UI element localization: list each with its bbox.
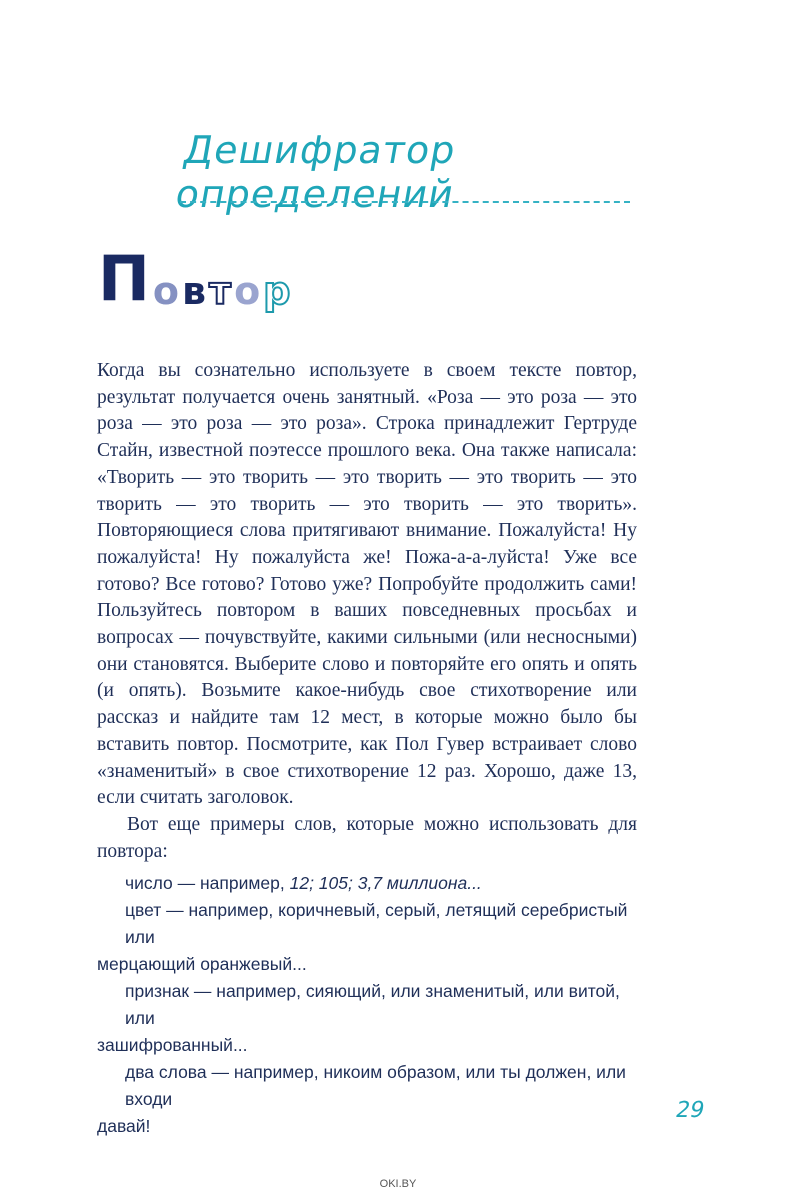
example-text: число — например, — [125, 873, 290, 893]
example-text: цвет — например, коричневый, серый, летящий серебристый или — [125, 900, 628, 947]
example-text: два слова — например, никоим образом, или ты должен, или входи — [125, 1062, 626, 1109]
section-title: Дешифратор определений — [172, 128, 460, 216]
example-text-cont: зашифрованный... — [97, 1035, 248, 1055]
example-text-cont: давай! — [97, 1116, 151, 1136]
examples-list — [97, 870, 642, 1140]
chapter-heading — [98, 242, 293, 315]
heading-letter-5: о — [234, 269, 261, 313]
example-italic: 12; 105; 3,7 миллиона... — [289, 873, 482, 893]
heading-letter-1: П — [98, 242, 150, 315]
example-text-cont: мерцающий оранжевый... — [97, 954, 307, 974]
heading-letter-4: т — [209, 269, 232, 313]
example-item — [97, 978, 642, 1059]
example-item — [97, 870, 642, 897]
heading-letter-3: в — [182, 269, 207, 313]
example-text: признак — например, сияющий, или знаменитый, или витой, или — [125, 981, 620, 1028]
example-item — [97, 1059, 642, 1140]
heading-letter-2: о — [152, 269, 179, 313]
heading-letter-6: р — [263, 269, 291, 313]
body-text — [97, 358, 637, 865]
paragraph-main: Когда вы сознательно используете в своем тексте повтор, результат получается очень занятный. «Роза — это роза — это роза — это роза — это роза». Строка принадлежит Гертруде Стайн, известной поэтессе прошлого века. Она также написала: «Творить — это творить — это творить — это творить — это творить — это творить — это творить — это творить». Повторяющиеся слова притягивают внимание. Пожалуйста! Ну пожалуйста! Ну пожалуйста же! Пожа-а-а-луйста! Уже все готово? Все готово? Готово уже? Попробуйте продолжить сами! Пользуйтесь повтором в ваших повседневных просьбах и вопросах — почувствуйте, какими сильными (или несносными) они становятся. Выберите слово и повторяйте его опять и опять (и опять). Возьмите какое-нибудь свое стихотворение или рассказ и найдите там 12 мест, в которые можно было бы вставить повтор. Посмотрите, как Пол Гувер встраивает слово «знаменитый» в свое стихотворение 12 раз. Хорошо, даже 13, если считать заголовок. — [97, 360, 637, 809]
page-number: 29 — [673, 1098, 707, 1123]
paragraph-examples-intro: Вот еще примеры слов, которые можно использовать для повтора: — [97, 813, 637, 862]
example-item — [97, 897, 642, 978]
title-dashed-underline — [180, 201, 630, 203]
watermark: OKI.BY — [379, 1178, 417, 1190]
